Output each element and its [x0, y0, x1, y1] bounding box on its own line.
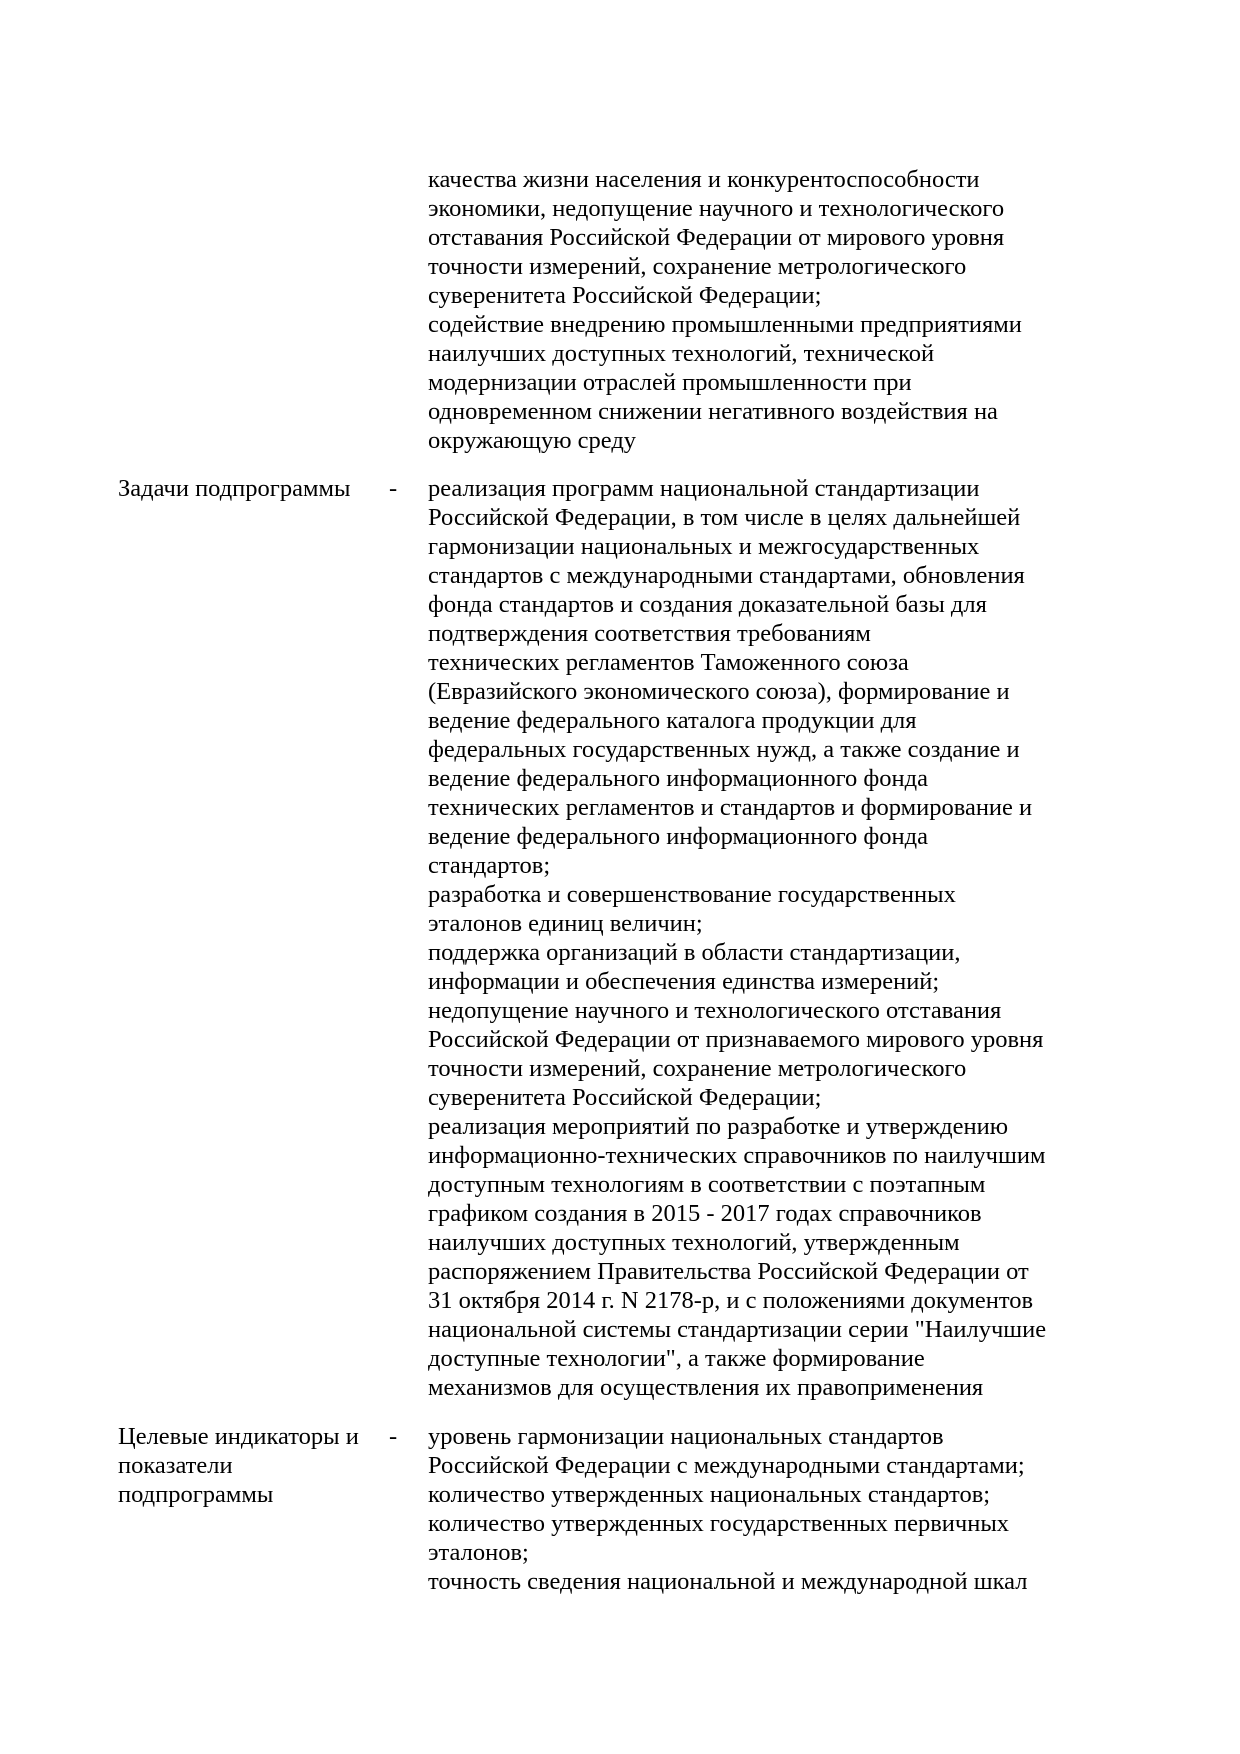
text-line: 31 октября 2014 г. N 2178-р, и с положениями документов — [428, 1287, 1034, 1314]
section-label — [118, 474, 378, 503]
label-line: Целевые индикаторы и — [118, 1423, 359, 1450]
text-line: ведение федерального информационного фонда — [428, 823, 928, 850]
text-line: одновременном снижении негативного воздействия на — [428, 398, 998, 425]
text-line: точности измерений, сохранение метрологического — [428, 253, 967, 280]
text-line: реализация мероприятий по разработке и утверждению — [428, 1113, 1009, 1140]
text-line: распоряжением Правительства Российской Федерации от — [428, 1258, 1029, 1285]
text-line: (Евразийского экономического союза), формирование и — [428, 678, 1010, 705]
text-line: содействие внедрению промышленными предприятиями — [428, 311, 1022, 338]
label-line: подпрограммы — [118, 1481, 274, 1508]
text-line: Российской Федерации, в том числе в целях дальнейшей — [428, 504, 1021, 531]
separator-dash: - — [389, 1423, 398, 1450]
text-line: ведение федерального каталога продукции для — [428, 707, 917, 734]
text-line: экономики, недопущение научного и технологического — [428, 195, 1005, 222]
text-line: технических регламентов Таможенного союза — [428, 649, 909, 676]
text-line: количество утвержденных национальных стандартов; — [428, 1481, 991, 1508]
text-line: доступные технологии", а также формирование — [428, 1345, 925, 1372]
section-body — [428, 165, 1128, 455]
text-line: качества жизни населения и конкурентоспособности — [428, 166, 980, 193]
text-line: наилучших доступных технологий, технической — [428, 340, 935, 367]
text-line: модернизации отраслей промышленности при — [428, 369, 912, 396]
text-line: ведение федерального информационного фонда — [428, 765, 928, 792]
text-line: отставания Российской Федерации от мирового уровня — [428, 224, 1005, 251]
text-line: уровень гармонизации национальных стандартов — [428, 1423, 944, 1450]
text-line: стандартов с международными стандартами, обновления — [428, 562, 1025, 589]
section-body — [428, 474, 1128, 1402]
text-line: фонда стандартов и создания доказательной базы для — [428, 591, 987, 618]
separator-dash: - — [389, 475, 398, 502]
text-line: количество утвержденных государственных первичных — [428, 1510, 1010, 1537]
label-line: Задачи подпрограммы — [118, 475, 351, 502]
text-line: разработка и совершенствование государственных — [428, 881, 956, 908]
section-label — [118, 1422, 378, 1509]
text-line: суверенитета Российской Федерации; — [428, 282, 822, 309]
text-line: доступным технологиям в соответствии с поэтапным — [428, 1171, 986, 1198]
text-line: недопущение научного и технологического отставания — [428, 997, 1002, 1024]
text-line: графиком создания в 2015 - 2017 годах справочников — [428, 1200, 982, 1227]
text-line: технических регламентов и стандартов и формирование и — [428, 794, 1033, 821]
text-line: федеральных государственных нужд, а также создание и — [428, 736, 1020, 763]
text-line: реализация программ национальной стандартизации — [428, 475, 980, 502]
text-line: точность сведения национальной и международной шкал — [428, 1568, 1028, 1595]
text-line: информации и обеспечения единства измерений; — [428, 968, 940, 995]
text-line: точности измерений, сохранение метрологического — [428, 1055, 967, 1082]
label-line: показатели — [118, 1452, 233, 1479]
text-line: наилучших доступных технологий, утвержденным — [428, 1229, 960, 1256]
text-line: подтверждения соответствия требованиям — [428, 620, 871, 647]
text-line: национальной системы стандартизации серии "Наилучшие — [428, 1316, 1047, 1343]
text-line: Российской Федерации с международными стандартами; — [428, 1452, 1025, 1479]
text-line: Российской Федерации от признаваемого мирового уровня — [428, 1026, 1044, 1053]
text-line: стандартов; — [428, 852, 551, 879]
text-line: информационно-технических справочников по наилучшим — [428, 1142, 1046, 1169]
section-body — [428, 1422, 1128, 1596]
text-line: гармонизации национальных и межгосударственных — [428, 533, 980, 560]
text-line: поддержка организаций в области стандартизации, — [428, 939, 961, 966]
text-line: суверенитета Российской Федерации; — [428, 1084, 822, 1111]
text-line: эталонов; — [428, 1539, 529, 1566]
text-line: эталонов единиц величин; — [428, 910, 703, 937]
text-line: окружающую среду — [428, 427, 637, 454]
text-line: механизмов для осуществления их правоприменения — [428, 1374, 984, 1401]
